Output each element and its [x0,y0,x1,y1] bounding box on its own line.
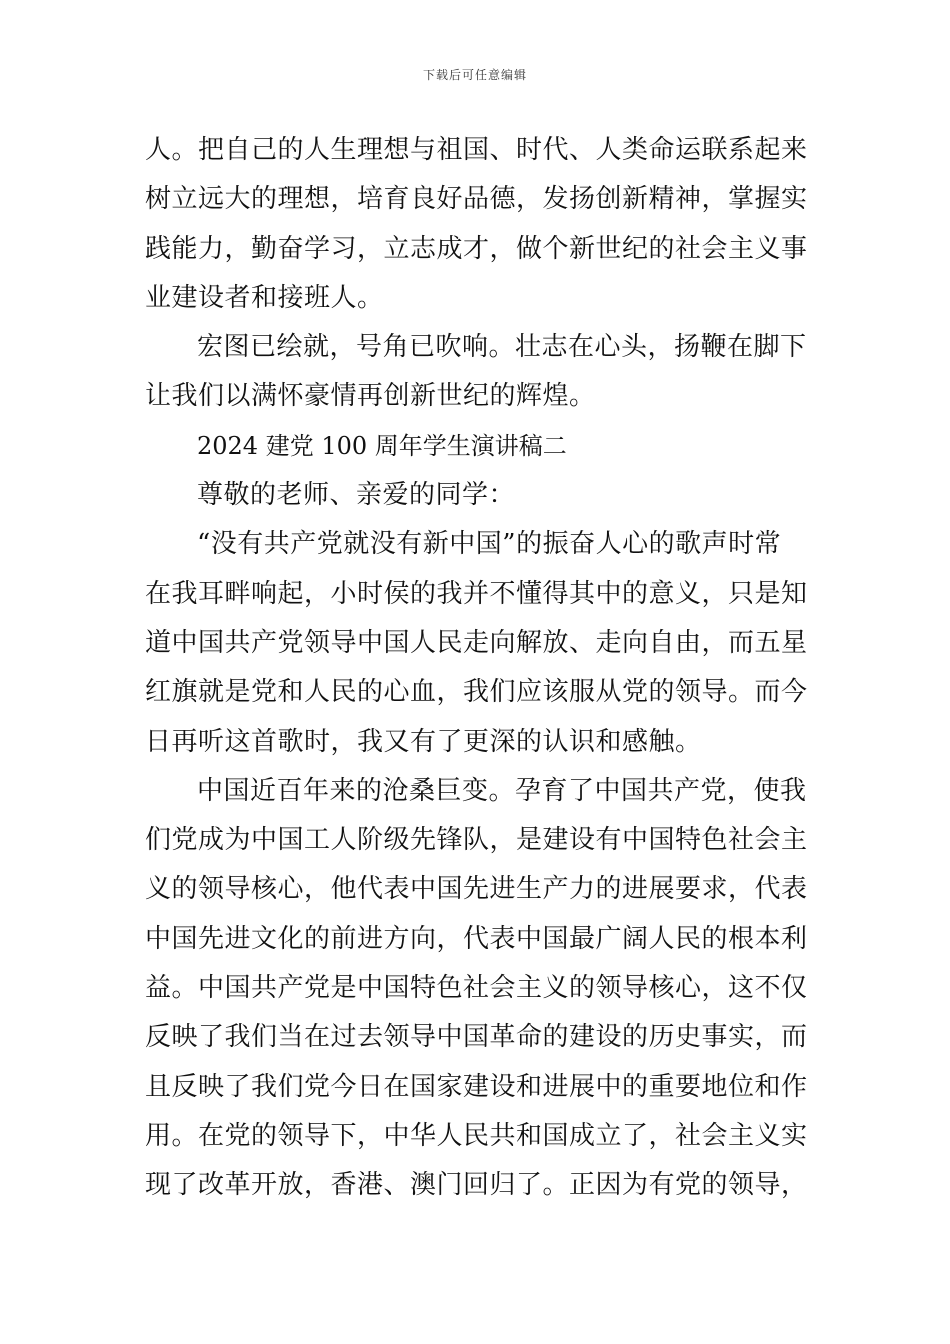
section-title: 2024 建党 100 周年学生演讲稿二 [197,431,567,460]
page-header: 下载后可任意编辑 [422,68,527,82]
text-line: “没有共产党就没有新中国”的振奋人心的歌声时常 [197,529,782,560]
text-line: 中国近百年来的沧桑巨变。孕育了中国共产党，使我 [197,775,807,806]
text-line: 在我耳畔响起，小时侯的我并不懂得其中的意义，只是知 [145,578,808,609]
text-line: 业建设者和接班人。 [145,282,384,313]
text-line: 且反映了我们党今日在国家建设和进展中的重要地位和作 [145,1071,808,1102]
text-line: 日再听这首歌时，我又有了更深的认识和感触。 [145,726,702,757]
text-line: 树立远大的理想，培育良好品德，发扬创新精神，掌握实 [145,184,808,215]
text-line: 践能力，勤奋学习，立志成才，做个新世纪的社会主义事 [145,233,808,264]
text-line: 现了改革开放，香港、澳门回归了。正因为有党的领导， [145,1170,808,1201]
text-line: 红旗就是党和人民的心血，我们应该服从党的领导。而今 [145,677,808,708]
salutation: 尊敬的老师、亲爱的同学： [197,480,516,511]
text-line: 让我们以满怀豪情再创新世纪的辉煌。 [145,381,596,412]
text-line: 人。把自己的人生理想与祖国、时代、人类命运联系起来 [145,135,808,165]
text-line: 用。在党的领导下，中华人民共和国成立了，社会主义实 [145,1120,808,1151]
text-line: 益。中国共产党是中国特色社会主义的领导核心，这不仅 [145,973,808,1004]
text-line: 道中国共产党领导中国人民走向解放、走向自由，而五星 [145,627,808,658]
text-line: 中国先进文化的前进方向，代表中国最广阔人民的根本利 [145,923,808,954]
text-line: 义的领导核心，他代表中国先进生产力的进展要求，代表 [145,874,808,905]
text-line: 宏图已绘就，号角已吹响。壮志在心头，扬鞭在脚下 [197,332,807,363]
document-body [145,126,808,1211]
text-line: 们党成为中国工人阶级先锋队，是建设有中国特色社会主 [145,825,808,856]
text-line: 反映了我们当在过去领导中国革命的建设的历史事实，而 [145,1022,808,1053]
